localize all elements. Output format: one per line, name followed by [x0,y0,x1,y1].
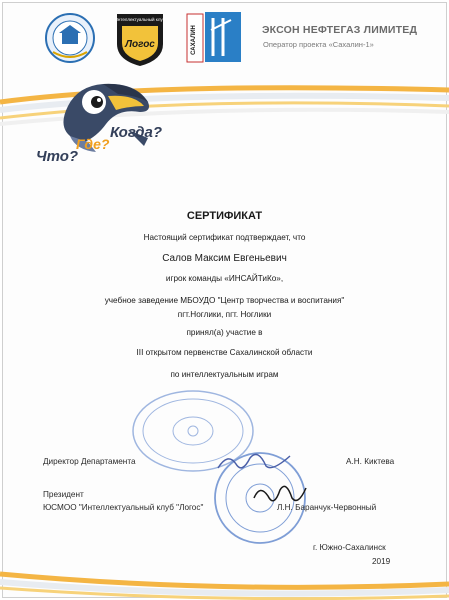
year-text: 2019 [372,557,391,566]
club-name: ЮСМОО "Интеллектуальный клуб "Логос" [43,503,204,512]
bottom-decorative-stripes [0,560,449,600]
brand-word-when: Когда? [110,124,163,141]
logo2-top-text: Интеллектуальный клуб [114,17,166,22]
director-name: А.Н. Киктева [346,457,395,466]
department-education-logo [40,12,100,64]
city-text: г. Южно-Сахалинск [313,543,386,552]
president-title: Президент [43,490,84,499]
brand-word-where: Где? [76,136,110,152]
event-text: III открытом первенстве Сахалинской области [136,348,313,357]
sakhalin-logo [183,10,245,66]
brand-word-what: Что? [36,148,79,165]
recipient-name: Салов Максим Евгеньевич [162,253,287,264]
logo2-text: Логос [125,39,155,50]
certificate-confirm-text: Настоящий сертификат подтверждает, что [143,233,306,242]
place-text: пгт.Ноглики, пгт. Ноглики [177,310,272,319]
subject-text: по интеллектуальным играм [170,370,279,379]
logo3-text: САХАЛИН [191,25,197,55]
certificate-title: СЕРТИФИКАТ [186,210,263,222]
participated-text: принял(а) участие в [186,328,263,337]
team-text: игрок команды «ИНСАЙТиКо», [165,274,284,283]
director-title: Директор Департамента [43,457,136,466]
company-name: ЭКСОН НЕФТЕГАЗ ЛИМИТЕД [262,24,418,36]
school-text: учебное заведение МБОУДО "Центр творчества и воспитания" [104,296,345,305]
director-signature [214,446,294,476]
company-subtitle: Оператор проекта «Сахалин-1» [263,40,374,49]
president-name: Л.Н. Баранчук-Червонный [277,503,377,512]
